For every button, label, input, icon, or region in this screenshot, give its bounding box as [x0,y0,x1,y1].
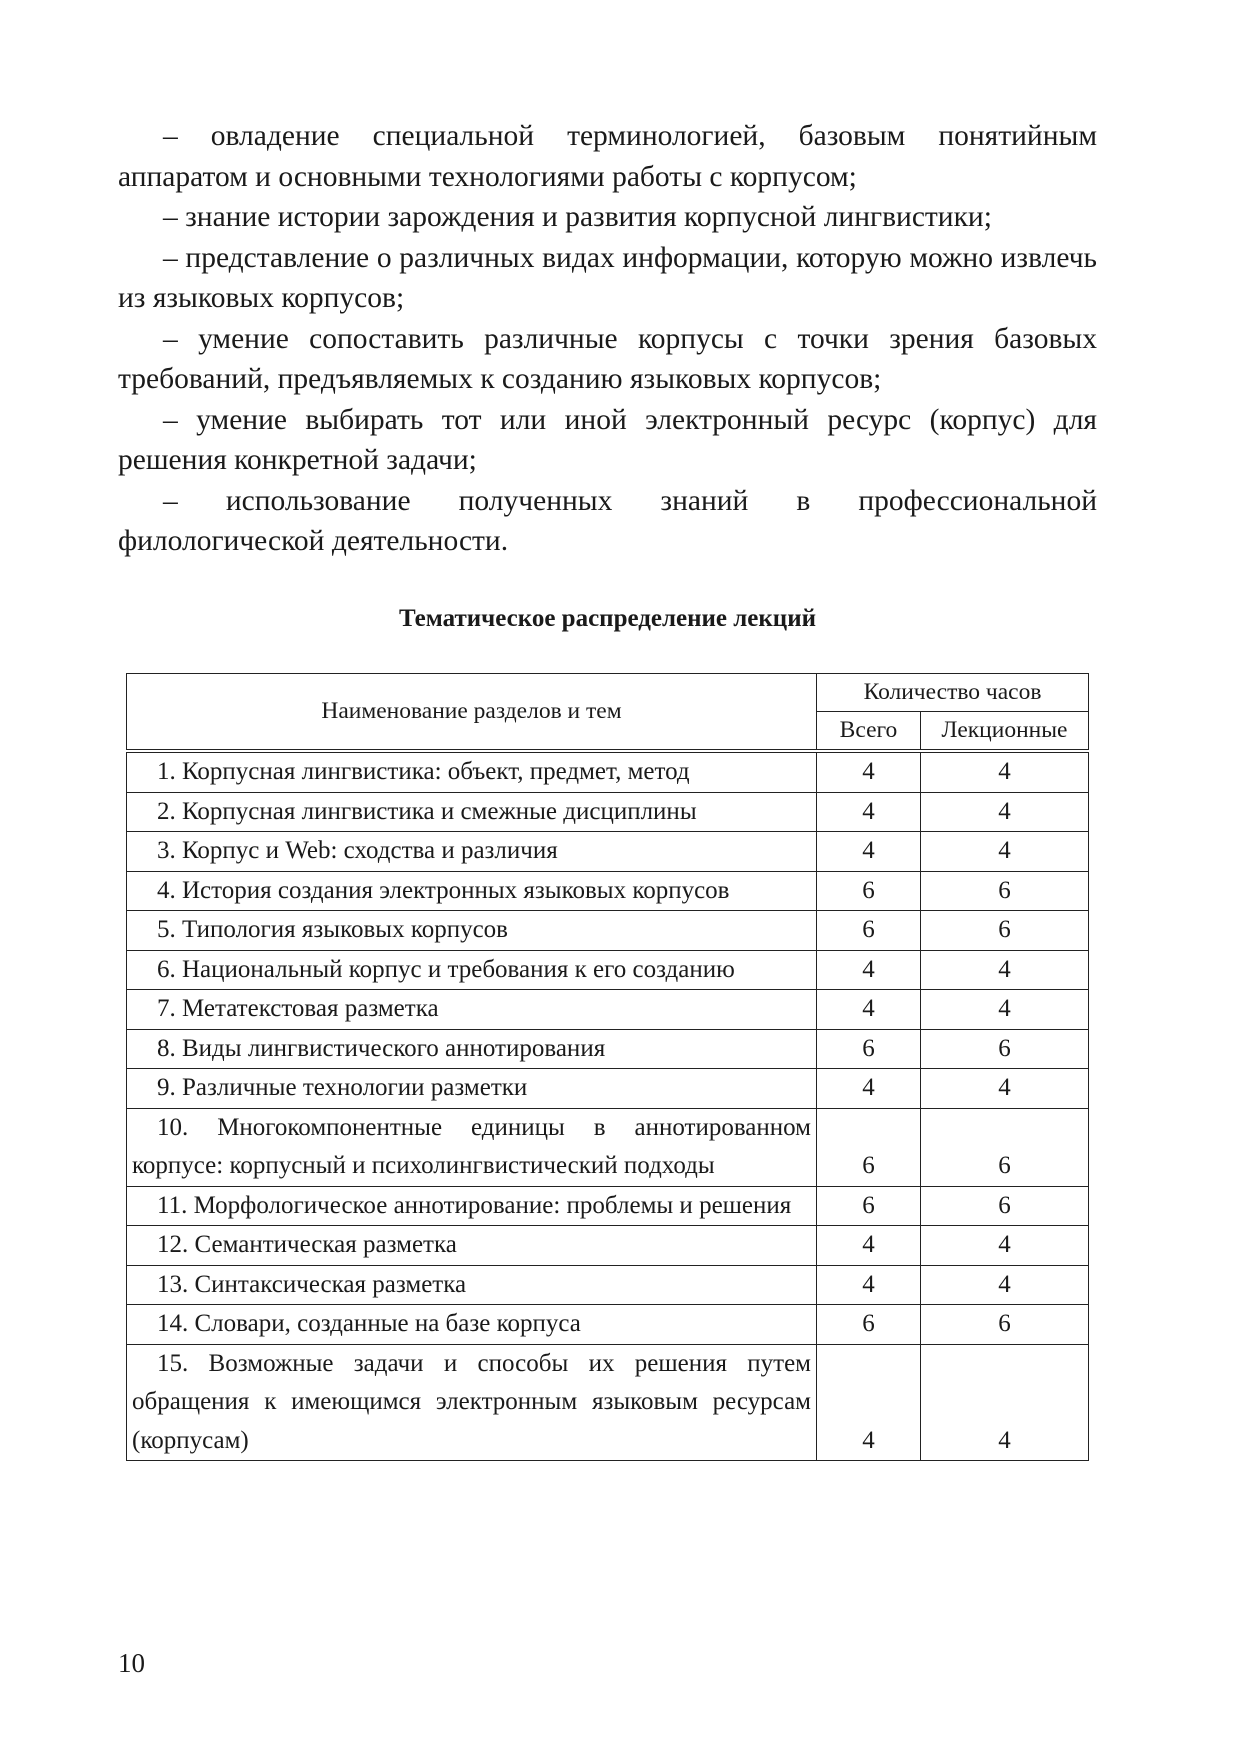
header-hours: Количество часов [817,674,1089,712]
table-row [127,1029,1089,1069]
table-row [127,990,1089,1030]
total-hours-cell: 4 [817,1226,921,1266]
header-lecture: Лекционные [921,712,1089,752]
table-row [127,751,1089,792]
lecture-hours-cell: 4 [921,990,1089,1030]
lecture-hours-cell: 6 [921,871,1089,911]
page-number: 10 [118,1648,145,1678]
total-hours-cell: 6 [817,1186,921,1226]
topic-cell: 9. Различные технологии разметки [127,1069,817,1109]
topic-cell: 13. Синтаксическая разметка [127,1265,817,1305]
topic-cell: 4. История создания электронных языковых корпусов [127,871,817,911]
objective-item: – умение выбирать тот или иной электронный ресурс (корпус) для решения конкретной задачи; [118,403,1097,476]
lecture-hours-cell: 4 [921,751,1089,792]
total-hours-cell: 4 [817,832,921,872]
total-hours-cell: 4 [817,990,921,1030]
topic-cell: 8. Виды лингвистического аннотирования [127,1029,817,1069]
table-row [127,792,1089,832]
topic-cell: 2. Корпусная лингвистика и смежные дисциплины [127,792,817,832]
lectures-table [126,673,1089,1461]
topic-cell: 5. Типология языковых корпусов [127,911,817,951]
table-row [127,1305,1089,1345]
lecture-hours-cell: 4 [921,832,1089,872]
lecture-hours-cell: 6 [921,1029,1089,1069]
topic-cell: 15. Возможные задачи и способы их решения путем обращения к имеющимся электронным языковым ресурсам (корпусам) [127,1344,817,1461]
total-hours-cell: 6 [817,911,921,951]
objective-item: – представление о различных видах информации, которую можно извлечь из языковых корпусов; [118,241,1097,314]
section-title: Тематическое распределение лекций [398,605,817,632]
total-hours-cell: 4 [817,1069,921,1109]
lecture-hours-cell: 6 [921,1186,1089,1226]
lecture-hours-cell: 4 [921,1069,1089,1109]
topic-cell: 10. Многокомпонентные единицы в аннотированном корпусе: корпусный и психолингвистический подходы [127,1108,817,1186]
lecture-hours-cell: 4 [921,792,1089,832]
table-row [127,832,1089,872]
objectives-list [118,116,1097,562]
objective-item: – овладение специальной терминологией, базовым понятийным аппаратом и основными технологиями работы с корпусом; [118,120,1097,193]
table-row [127,1069,1089,1109]
topic-cell: 11. Морфологическое аннотирование: проблемы и решения [127,1186,817,1226]
total-hours-cell: 6 [817,1108,921,1186]
lecture-hours-cell: 4 [921,1226,1089,1266]
total-hours-cell: 4 [817,792,921,832]
table-row [127,1344,1089,1461]
topic-cell: 14. Словари, созданные на базе корпуса [127,1305,817,1345]
table-row [127,1186,1089,1226]
header-topic-name: Наименование разделов и тем [127,674,817,752]
header-total: Всего [817,712,921,752]
table-row [127,911,1089,951]
table-row [127,950,1089,990]
total-hours-cell: 4 [817,950,921,990]
lecture-hours-cell: 6 [921,1108,1089,1186]
table-row [127,1108,1089,1186]
objective-item: – умение сопоставить различные корпусы с точки зрения базовых требований, предъявляемых к созданию языковых корпусов; [118,322,1097,395]
total-hours-cell: 6 [817,1305,921,1345]
topic-cell: 12. Семантическая разметка [127,1226,817,1266]
total-hours-cell: 4 [817,1265,921,1305]
total-hours-cell: 4 [817,1344,921,1461]
lecture-hours-cell: 4 [921,950,1089,990]
lecture-hours-cell: 6 [921,1305,1089,1345]
table-row [127,1265,1089,1305]
topic-cell: 3. Корпус и Web: сходства и различия [127,832,817,872]
topic-cell: 6. Национальный корпус и требования к его созданию [127,950,817,990]
objective-item: – знание истории зарождения и развития корпусной лингвистики; [163,201,992,233]
topic-cell: 7. Метатекстовая разметка [127,990,817,1030]
topic-cell: 1. Корпусная лингвистика: объект, предмет, метод [127,751,817,792]
total-hours-cell: 6 [817,871,921,911]
table-row [127,1226,1089,1266]
total-hours-cell: 4 [817,751,921,792]
lecture-hours-cell: 4 [921,1344,1089,1461]
total-hours-cell: 6 [817,1029,921,1069]
lecture-hours-cell: 6 [921,911,1089,951]
objective-item: – использование полученных знаний в профессиональной филологической деятельности. [118,484,1097,557]
lecture-hours-cell: 4 [921,1265,1089,1305]
table-row [127,871,1089,911]
